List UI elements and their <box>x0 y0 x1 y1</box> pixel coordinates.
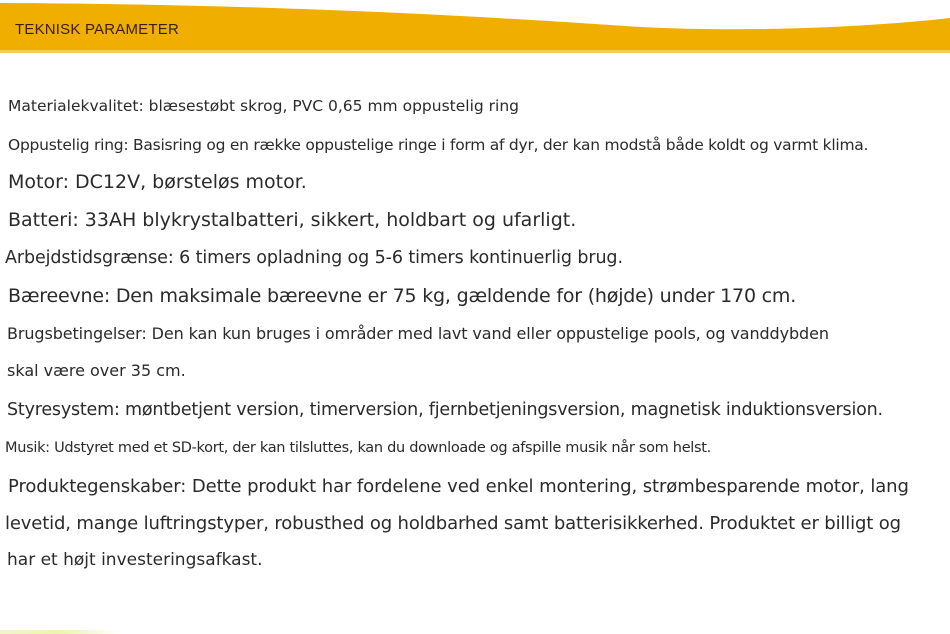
spec-usage-conditions-cont: skal være over 35 cm. <box>7 361 186 380</box>
spec-features: Produktegenskaber: Dette produkt har fordelene ved enkel montering, strømbesparende motor, lang <box>8 476 909 497</box>
section-title: TEKNISK PARAMETER <box>15 21 179 38</box>
spec-features-cont2: har et højt investeringsafkast. <box>7 550 263 570</box>
footer-accent <box>0 630 120 634</box>
spec-battery: Batteri: 33AH blykrystalbatteri, sikkert, holdbart og ufarligt. <box>8 209 577 231</box>
spec-music: Musik: Udstyret med et SD-kort, der kan tilsluttes, kan du downloade og afspille musik når som helst. <box>5 440 711 456</box>
spec-features-cont: levetid, mange luftringstyper, robusthed og holdbarhed samt batterisikkerhed. Produktet er billigt og <box>5 513 901 534</box>
spec-usage-conditions: Brugsbetingelser: Den kan kun bruges i områder med lavt vand eller oppustelige pools, og vanddybden <box>7 324 829 343</box>
spec-load-capacity: Bæreevne: Den maksimale bæreevne er 75 kg, gældende for (højde) under 170 cm. <box>8 285 797 307</box>
spec-motor: Motor: DC12V, børsteløs motor. <box>8 171 307 193</box>
spec-inflatable-ring: Oppustelig ring: Basisring og en række oppustelige ringe i form af dyr, der kan modstå både koldt og varmt klima. <box>8 136 869 154</box>
spec-working-time: Arbejdstidsgrænse: 6 timers opladning og 5-6 timers kontinuerlig brug. <box>5 248 623 268</box>
spec-material: Materialekvalitet: blæsestøbt skrog, PVC 0,65 mm oppustelig ring <box>8 97 519 115</box>
spec-control-system: Styresystem: møntbetjent version, timerversion, fjernbetjeningsversion, magnetisk induktionsversion. <box>7 400 883 420</box>
